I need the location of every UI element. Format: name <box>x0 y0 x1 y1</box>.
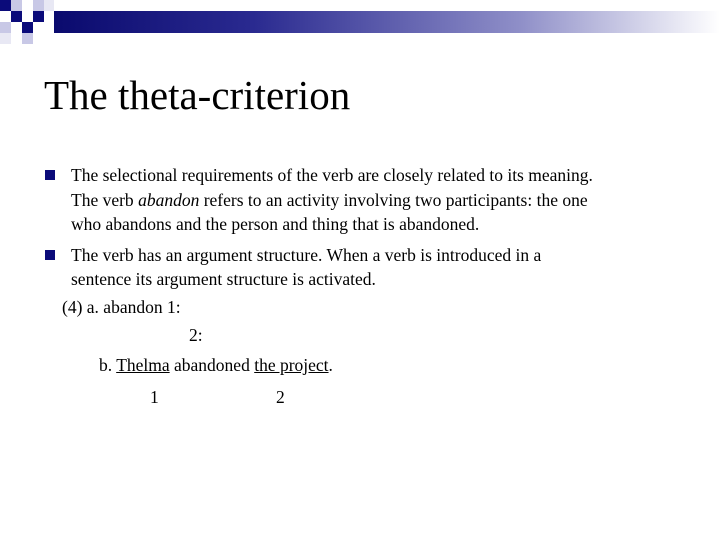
bullet-text-line: The selectional requirements of the verb are closely related to its meaning. <box>71 165 593 185</box>
deco-square <box>22 22 33 33</box>
underlined-object: the project <box>254 355 329 375</box>
text-segment: refers to an activity involving two participants: the one <box>199 189 588 210</box>
example-a-line: (4) a. abandon 1: <box>62 297 181 317</box>
bullet-text-line: The verb has an argument structure. When a verb is introduced in a <box>71 244 542 265</box>
bullet-text-line <box>71 188 694 213</box>
deco-square <box>0 33 11 44</box>
text-segment: abandoned <box>169 355 255 375</box>
italic-term: abandon <box>138 189 200 210</box>
bullet-list <box>44 163 694 292</box>
slide-title: The theta-criterion <box>44 72 351 118</box>
argument-label-2: 2 <box>276 387 285 407</box>
deco-square <box>0 0 11 11</box>
deco-square <box>44 0 54 11</box>
bullet-text-line: sentence its argument structure is activated. <box>71 269 376 289</box>
bullet-text-line: who abandons and the person and thing that is abandoned. <box>71 214 480 234</box>
underlined-subject: Thelma <box>116 355 170 375</box>
deco-square <box>33 0 44 11</box>
deco-square <box>11 0 22 11</box>
deco-square <box>22 33 33 44</box>
deco-square <box>11 11 22 22</box>
text-segment: . <box>328 355 333 375</box>
text-segment: b. <box>99 355 117 375</box>
header-decoration <box>0 0 720 45</box>
header-gradient-band <box>54 11 720 33</box>
square-bullet-icon <box>45 170 55 180</box>
deco-square <box>0 22 11 33</box>
square-bullet-icon <box>45 250 55 260</box>
example-b-line <box>99 353 333 377</box>
bullet-item <box>44 243 694 292</box>
example-a-line2: 2: <box>189 325 203 345</box>
bullet-item <box>44 163 694 237</box>
text-segment: The verb <box>71 189 139 210</box>
argument-label-1: 1 <box>150 387 159 407</box>
deco-square <box>33 11 44 22</box>
